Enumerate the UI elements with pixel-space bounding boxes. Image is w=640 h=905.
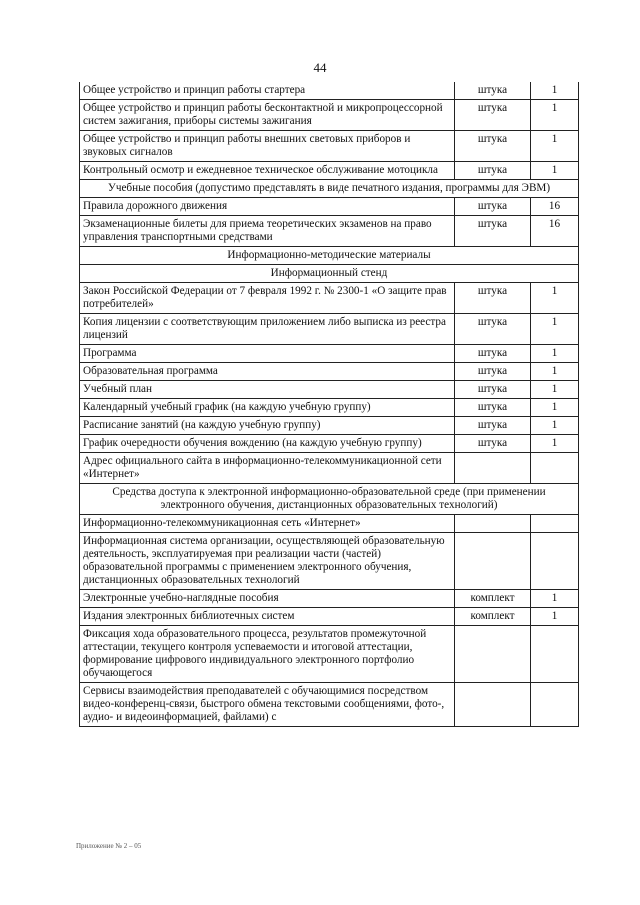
table-row <box>80 453 579 484</box>
table-row <box>80 82 579 100</box>
quantity-cell <box>531 626 579 683</box>
section-row <box>80 180 579 198</box>
section-row <box>80 265 579 283</box>
table-row <box>80 100 579 131</box>
table-row <box>80 608 579 626</box>
unit-cell: штука <box>455 283 531 314</box>
quantity-cell: 1 <box>531 283 579 314</box>
unit-cell: штука <box>455 216 531 247</box>
table-row <box>80 283 579 314</box>
item-name-cell: Программа <box>80 345 455 363</box>
table-row <box>80 198 579 216</box>
quantity-cell <box>531 533 579 590</box>
item-name-cell: Издания электронных библиотечных систем <box>80 608 455 626</box>
table-row <box>80 590 579 608</box>
item-name-cell: Экзаменационные билеты для приема теоретических экзаменов на право управления транспортными средствами <box>80 216 455 247</box>
item-name-cell: Электронные учебно-наглядные пособия <box>80 590 455 608</box>
table-row <box>80 515 579 533</box>
unit-cell: штука <box>455 198 531 216</box>
unit-cell: комплект <box>455 590 531 608</box>
section-title: Учебные пособия (допустимо представлять в виде печатного издания, программы для ЭВМ) <box>80 180 579 198</box>
quantity-cell: 1 <box>531 608 579 626</box>
table-row <box>80 417 579 435</box>
unit-cell: штука <box>455 363 531 381</box>
item-name-cell: Фиксация хода образовательного процесса, результатов промежуточной аттестации, текущего контроля успеваемости и итоговой аттестации, формирование цифрового индивидуального электронного портфолио обучающегося <box>80 626 455 683</box>
item-name-cell: Общее устройство и принцип работы стартера <box>80 82 455 100</box>
item-name-cell: Копия лицензии с соответствующим приложением либо выписка из реестра лицензий <box>80 314 455 345</box>
table-row <box>80 626 579 683</box>
unit-cell: штука <box>455 131 531 162</box>
table-row <box>80 683 579 727</box>
quantity-cell: 1 <box>531 417 579 435</box>
quantity-cell: 1 <box>531 381 579 399</box>
item-name-cell: Правила дорожного движения <box>80 198 455 216</box>
table-row <box>80 533 579 590</box>
quantity-cell: 1 <box>531 162 579 180</box>
item-name-cell: Контрольный осмотр и ежедневное техническое обслуживание мотоцикла <box>80 162 455 180</box>
quantity-cell: 16 <box>531 216 579 247</box>
unit-cell <box>455 683 531 727</box>
unit-cell: штука <box>455 417 531 435</box>
table-row <box>80 345 579 363</box>
quantity-cell: 1 <box>531 131 579 162</box>
footer-note: Приложение № 2 – 05 <box>76 842 142 850</box>
item-name-cell: Общее устройство и принцип работы внешних световых приборов и звуковых сигналов <box>80 131 455 162</box>
table-row <box>80 399 579 417</box>
quantity-cell: 1 <box>531 590 579 608</box>
table-row <box>80 314 579 345</box>
section-title: Средства доступа к электронной информационно-образовательной среде (при применении электронного обучения, дистанционных образовательных технологий) <box>80 484 579 515</box>
item-name-cell: Информационная система организации, осуществляющей образовательную деятельность, эксплуатируемая при реализации части (частей) образовательной программы с применением электронного обучения, дистанционных образовательных технологий <box>80 533 455 590</box>
unit-cell <box>455 453 531 484</box>
unit-cell: штука <box>455 162 531 180</box>
item-name-cell: Общее устройство и принцип работы бесконтактной и микропроцессорной систем зажигания, приборы системы зажигания <box>80 100 455 131</box>
item-name-cell: Закон Российской Федерации от 7 февраля 1992 г. № 2300-1 «О защите прав потребителей» <box>80 283 455 314</box>
unit-cell <box>455 515 531 533</box>
item-name-cell: Информационно-телекоммуникационная сеть «Интернет» <box>80 515 455 533</box>
unit-cell: штука <box>455 381 531 399</box>
table-row <box>80 162 579 180</box>
unit-cell: штука <box>455 345 531 363</box>
item-name-cell: Адрес официального сайта в информационно-телекоммуникационной сети «Интернет» <box>80 453 455 484</box>
item-name-cell: Учебный план <box>80 381 455 399</box>
item-name-cell: Расписание занятий (на каждую учебную группу) <box>80 417 455 435</box>
section-row <box>80 247 579 265</box>
unit-cell: штука <box>455 100 531 131</box>
table-row <box>80 131 579 162</box>
table-row <box>80 363 579 381</box>
unit-cell: штука <box>455 314 531 345</box>
unit-cell: комплект <box>455 608 531 626</box>
unit-cell: штука <box>455 399 531 417</box>
page-number: 44 <box>313 60 327 75</box>
quantity-cell <box>531 515 579 533</box>
quantity-cell <box>531 683 579 727</box>
section-title: Информационный стенд <box>80 265 579 283</box>
unit-cell <box>455 533 531 590</box>
quantity-cell: 1 <box>531 363 579 381</box>
quantity-cell: 1 <box>531 399 579 417</box>
quantity-cell: 1 <box>531 82 579 100</box>
quantity-cell <box>531 453 579 484</box>
table-row <box>80 216 579 247</box>
quantity-cell: 1 <box>531 345 579 363</box>
table-row <box>80 381 579 399</box>
item-name-cell: Календарный учебный график (на каждую учебную группу) <box>80 399 455 417</box>
unit-cell: штука <box>455 82 531 100</box>
quantity-cell: 1 <box>531 435 579 453</box>
equipment-table <box>79 82 579 727</box>
quantity-cell: 1 <box>531 314 579 345</box>
quantity-cell: 1 <box>531 100 579 131</box>
section-row <box>80 484 579 515</box>
unit-cell: штука <box>455 435 531 453</box>
section-title: Информационно-методические материалы <box>80 247 579 265</box>
item-name-cell: График очередности обучения вождению (на каждую учебную группу) <box>80 435 455 453</box>
item-name-cell: Сервисы взаимодействия преподавателей с обучающимися посредством видео-конференц-связи, быстрого обмена текстовыми сообщениями, фото-, аудио- и видеоинформацией, файлами) с <box>80 683 455 727</box>
quantity-cell: 16 <box>531 198 579 216</box>
item-name-cell: Образовательная программа <box>80 363 455 381</box>
unit-cell <box>455 626 531 683</box>
table-row <box>80 435 579 453</box>
